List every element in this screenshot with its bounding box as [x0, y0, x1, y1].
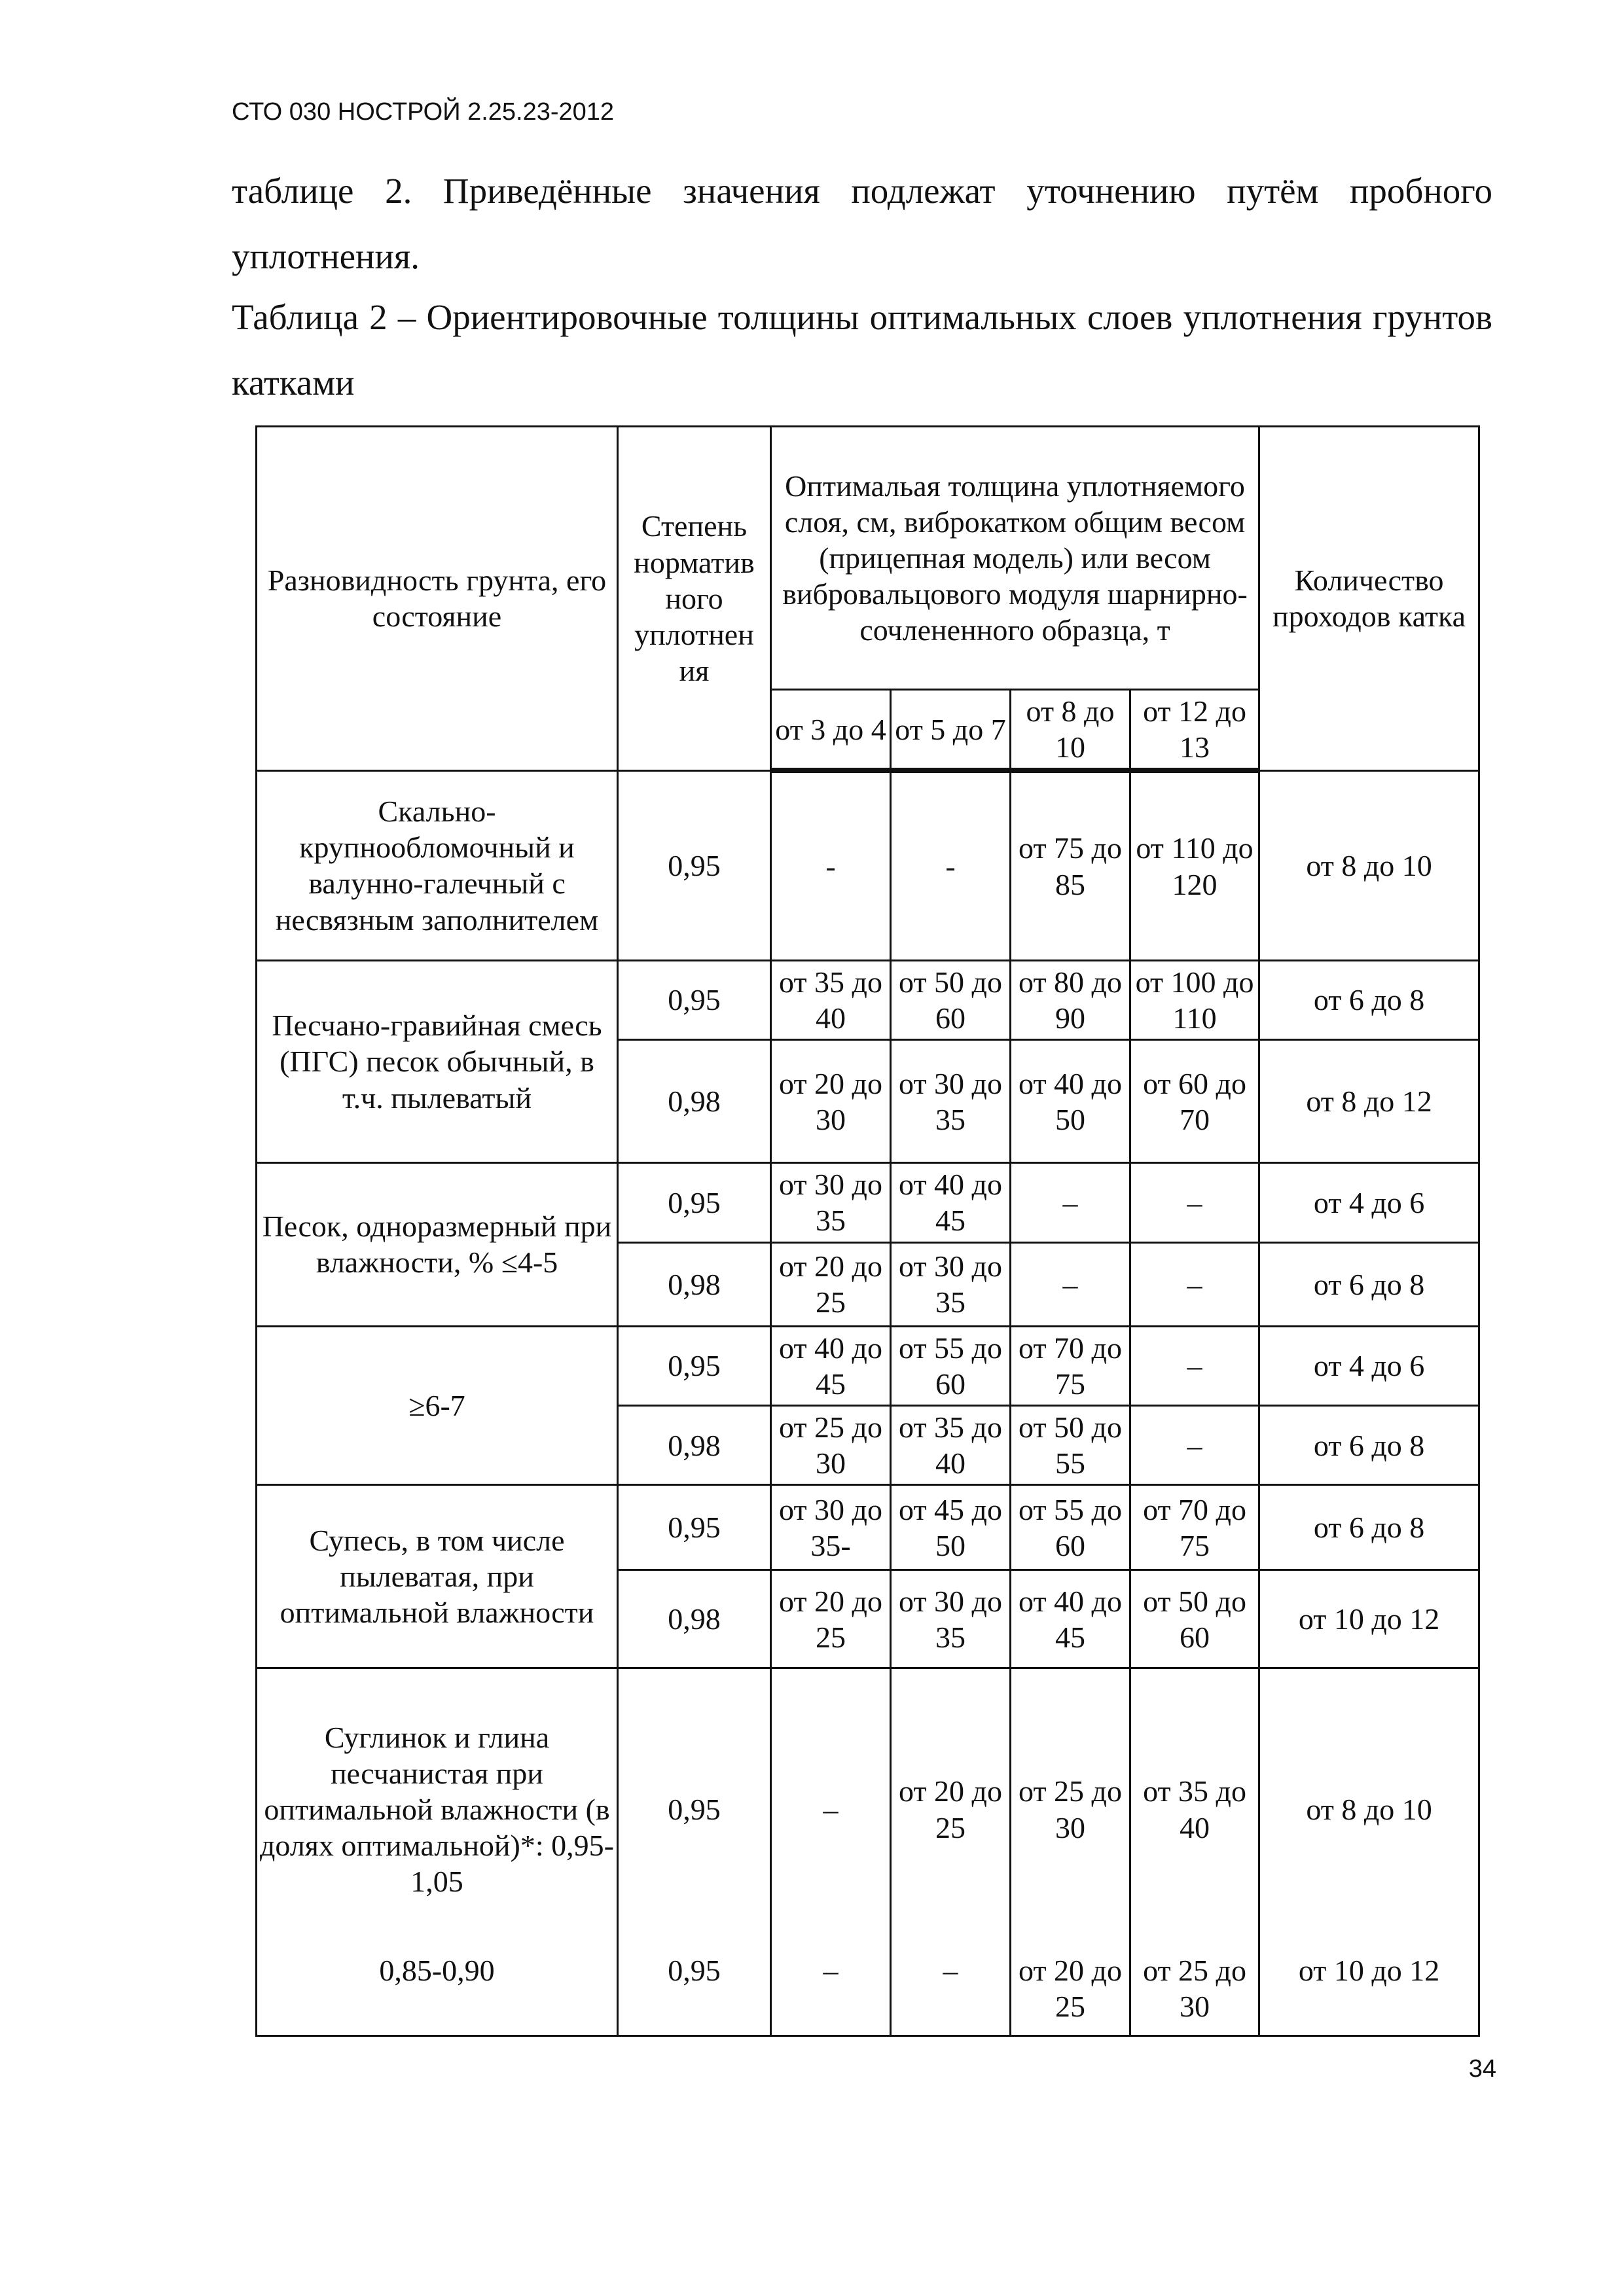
- thickness-cell: от 70 до 75: [1130, 1485, 1259, 1570]
- degree-cell: 0,95: [618, 1950, 771, 2036]
- table-row: [257, 1326, 1479, 1405]
- passes-cell: от 6 до 8: [1259, 1242, 1479, 1326]
- thickness-cell: от 20 до 25: [771, 1570, 891, 1668]
- passes-cell: от 6 до 8: [1259, 1406, 1479, 1485]
- passes-cell: от 4 до 6: [1259, 1326, 1479, 1405]
- header-pass-count: Количество проходов катка: [1259, 427, 1479, 771]
- thickness-cell: от 35 до 40: [891, 1406, 1011, 1485]
- passes-cell: от 6 до 8: [1259, 960, 1479, 1039]
- thickness-cell: -: [891, 770, 1011, 960]
- degree-cell: 0,95: [618, 1668, 771, 1950]
- table-row: [257, 1950, 1479, 2036]
- soil-cell: Скально-крупнообломочный и валунно-галечный с несвязным заполнителем: [257, 770, 618, 960]
- thickness-cell: от 30 до 35: [891, 1242, 1011, 1326]
- thickness-cell: –: [1130, 1406, 1259, 1485]
- thickness-cell: от 40 до 45: [1011, 1570, 1130, 1668]
- thickness-cell: –: [771, 1950, 891, 2036]
- intro-paragraph: таблице 2. Приведённые значения подлежат уточнению путём пробного уплотнения.: [232, 171, 1492, 276]
- thickness-cell: от 20 до 30: [771, 1040, 891, 1163]
- passes-cell: от 6 до 8: [1259, 1485, 1479, 1570]
- table-row: [257, 1485, 1479, 1570]
- thickness-cell: от 40 до 50: [1011, 1040, 1130, 1163]
- degree-cell: 0,95: [618, 1326, 771, 1405]
- soil-cell: Супесь, в том числе пылеватая, при оптимальной влажности: [257, 1485, 618, 1668]
- table-caption: Таблица 2 – Ориентировочные толщины оптимальных слоев уплотнения грунтов катками: [232, 297, 1492, 403]
- degree-cell: 0,95: [618, 770, 771, 960]
- thickness-cell: от 30 до 35: [771, 1163, 891, 1242]
- thickness-cell: от 50 до 60: [1130, 1570, 1259, 1668]
- thickness-cell: –: [1011, 1242, 1130, 1326]
- soil-cell: 0,85-0,90: [257, 1950, 618, 2036]
- thickness-cell: от 50 до 55: [1011, 1406, 1130, 1485]
- degree-cell: 0,95: [618, 960, 771, 1039]
- thickness-cell: от 75 до 85: [1011, 770, 1130, 960]
- header-layer-thickness: Оптимальая толщина уплотняемого слоя, см, виброкатком общим весом (прицепная модель) или весом вибровальцового модуля шарнирно-сочлененного образца, т: [771, 427, 1259, 690]
- table-row: [257, 960, 1479, 1039]
- passes-cell: от 8 до 10: [1259, 1668, 1479, 1950]
- passes-cell: от 10 до 12: [1259, 1950, 1479, 2036]
- thickness-cell: от 30 до 35-: [771, 1485, 891, 1570]
- running-header: СТО 030 НОСТРОЙ 2.25.23-2012: [232, 98, 615, 126]
- compaction-table: [255, 425, 1480, 2037]
- thickness-cell: от 110 до 120: [1130, 770, 1259, 960]
- header-weight-3-4: от 3 до 4: [771, 690, 891, 771]
- header-compaction-degree: Степень норматив ного уплотнен ия: [618, 427, 771, 771]
- degree-cell: 0,98: [618, 1406, 771, 1485]
- thickness-cell: –: [771, 1668, 891, 1950]
- thickness-cell: –: [1130, 1326, 1259, 1405]
- thickness-cell: от 30 до 35: [891, 1040, 1011, 1163]
- thickness-cell: от 70 до 75: [1011, 1326, 1130, 1405]
- passes-cell: от 10 до 12: [1259, 1570, 1479, 1668]
- header-soil-type: Разновидность грунта, его состояние: [257, 427, 618, 771]
- thickness-cell: –: [1130, 1163, 1259, 1242]
- degree-cell: 0,95: [618, 1485, 771, 1570]
- thickness-cell: от 100 до 110: [1130, 960, 1259, 1039]
- thickness-cell: от 55 до 60: [891, 1326, 1011, 1405]
- thickness-cell: –: [1130, 1242, 1259, 1326]
- thickness-cell: от 20 до 25: [1011, 1950, 1130, 2036]
- table-row: [257, 1668, 1479, 1950]
- header-weight-8-10: от 8 до 10: [1011, 690, 1130, 771]
- header-weight-5-7: от 5 до 7: [891, 690, 1011, 771]
- passes-cell: от 4 до 6: [1259, 1163, 1479, 1242]
- thickness-cell: –: [891, 1950, 1011, 2036]
- passes-cell: от 8 до 12: [1259, 1040, 1479, 1163]
- thickness-cell: от 40 до 45: [891, 1163, 1011, 1242]
- thickness-cell: от 55 до 60: [1011, 1485, 1130, 1570]
- thickness-cell: от 20 до 25: [891, 1668, 1011, 1950]
- thickness-cell: -: [771, 770, 891, 960]
- thickness-cell: от 80 до 90: [1011, 960, 1130, 1039]
- thickness-cell: –: [1011, 1163, 1130, 1242]
- thickness-cell: от 25 до 30: [1130, 1950, 1259, 2036]
- thickness-cell: от 35 до 40: [771, 960, 891, 1039]
- soil-cell: Суглинок и глина песчанистая при оптимальной влажности (в долях оптимальной)*: 0,95-1,05: [257, 1668, 618, 1950]
- degree-cell: 0,98: [618, 1242, 771, 1326]
- header-weight-12-13: от 12 до 13: [1130, 690, 1259, 771]
- degree-cell: 0,95: [618, 1163, 771, 1242]
- thickness-cell: от 25 до 30: [1011, 1668, 1130, 1950]
- thickness-cell: от 60 до 70: [1130, 1040, 1259, 1163]
- page-number: 34: [1468, 2055, 1496, 2083]
- passes-cell: от 8 до 10: [1259, 770, 1479, 960]
- thickness-cell: от 35 до 40: [1130, 1668, 1259, 1950]
- soil-cell: Песчано-гравийная смесь (ПГС) песок обычный, в т.ч. пылеватый: [257, 960, 618, 1162]
- table-row: [257, 770, 1479, 960]
- table-row: [257, 1163, 1479, 1242]
- soil-cell: Песок, одноразмерный при влажности, % ≤4-5: [257, 1163, 618, 1326]
- thickness-cell: от 40 до 45: [771, 1326, 891, 1405]
- thickness-cell: от 30 до 35: [891, 1570, 1011, 1668]
- soil-cell: ≥6-7: [257, 1326, 618, 1485]
- thickness-cell: от 25 до 30: [771, 1406, 891, 1485]
- thickness-cell: от 20 до 25: [771, 1242, 891, 1326]
- thickness-cell: от 50 до 60: [891, 960, 1011, 1039]
- degree-cell: 0,98: [618, 1040, 771, 1163]
- thickness-cell: от 45 до 50: [891, 1485, 1011, 1570]
- degree-cell: 0,98: [618, 1570, 771, 1668]
